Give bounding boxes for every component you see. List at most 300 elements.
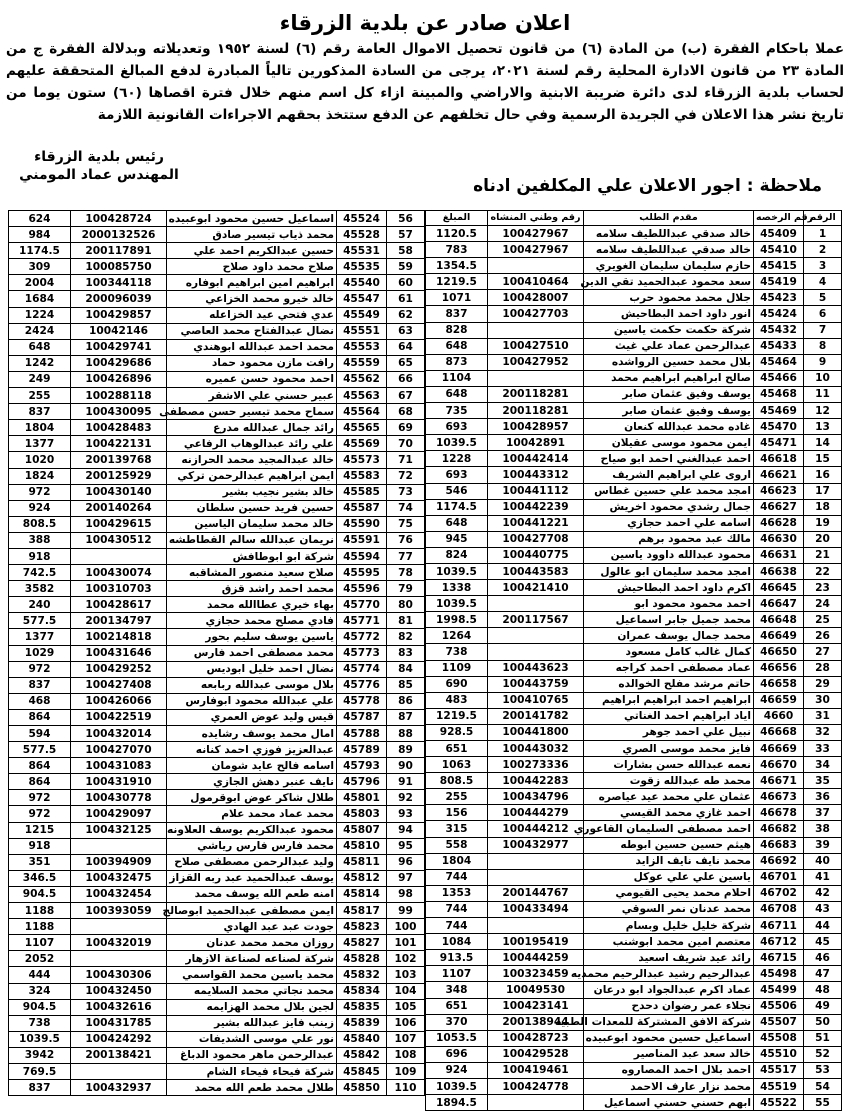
national-id-cell: 100428957 bbox=[488, 419, 584, 435]
table-row bbox=[426, 1095, 842, 1111]
license-cell: 46670 bbox=[754, 757, 804, 773]
national-id-cell: 100427708 bbox=[488, 531, 584, 547]
seq-cell: 63 bbox=[387, 323, 425, 339]
table-row bbox=[426, 483, 842, 499]
seq-cell: 24 bbox=[804, 596, 842, 612]
license-cell: 46708 bbox=[754, 901, 804, 917]
seq-cell: 72 bbox=[387, 468, 425, 484]
seq-cell: 70 bbox=[387, 436, 425, 452]
table-row bbox=[426, 354, 842, 370]
license-cell: 45810 bbox=[337, 838, 387, 854]
amount-cell: 444 bbox=[9, 967, 71, 983]
seq-cell: 69 bbox=[387, 420, 425, 436]
table-row bbox=[9, 983, 425, 999]
seq-cell: 15 bbox=[804, 451, 842, 467]
applicant-cell: محمد عدنان نمر السوقي bbox=[584, 901, 754, 917]
license-cell: 46658 bbox=[754, 676, 804, 692]
seq-cell: 45 bbox=[804, 934, 842, 950]
amount-cell: 651 bbox=[426, 741, 488, 757]
national-id-cell bbox=[71, 838, 167, 854]
seq-cell: 105 bbox=[387, 999, 425, 1015]
national-id-cell: 100428007 bbox=[488, 290, 584, 306]
table-row bbox=[426, 741, 842, 757]
amount-cell: 1219.5 bbox=[426, 274, 488, 290]
applicant-cell: احمد بلال احمد المصاروه bbox=[584, 1062, 754, 1078]
national-id-cell bbox=[488, 258, 584, 274]
national-id-cell: 100432019 bbox=[71, 935, 167, 951]
national-id-cell: 100394909 bbox=[71, 854, 167, 870]
national-id-cell: 100442239 bbox=[488, 499, 584, 515]
amount-cell: 742.5 bbox=[9, 565, 71, 581]
seq-cell: 25 bbox=[804, 612, 842, 628]
national-id-cell bbox=[488, 644, 584, 660]
license-cell: 4660 bbox=[754, 708, 804, 724]
applicant-cell: احلام محمد يحيى القيومي bbox=[584, 885, 754, 901]
applicant-cell: نايف عنبر دهش الجازي bbox=[167, 774, 337, 790]
national-id-cell: 100419461 bbox=[488, 1062, 584, 1078]
table-row bbox=[9, 1063, 425, 1079]
seq-cell: 79 bbox=[387, 581, 425, 597]
table-row bbox=[9, 436, 425, 452]
table-row bbox=[9, 919, 425, 935]
table-row bbox=[426, 628, 842, 644]
license-cell: 45424 bbox=[754, 306, 804, 322]
table-row bbox=[9, 565, 425, 581]
seq-cell: 42 bbox=[804, 885, 842, 901]
license-cell: 45528 bbox=[337, 227, 387, 243]
license-cell: 45433 bbox=[754, 338, 804, 354]
applicant-cell: عبدالرحمن عماد علي غيث bbox=[584, 338, 754, 354]
national-id-cell: 100440775 bbox=[488, 547, 584, 563]
table-row bbox=[9, 404, 425, 420]
seq-cell: 85 bbox=[387, 677, 425, 693]
seq-cell: 3 bbox=[804, 258, 842, 274]
license-cell: 45469 bbox=[754, 403, 804, 419]
table-row bbox=[9, 452, 425, 468]
license-cell: 45832 bbox=[337, 967, 387, 983]
table-row bbox=[426, 998, 842, 1014]
amount-cell: 744 bbox=[426, 901, 488, 917]
seq-cell: 106 bbox=[387, 1015, 425, 1031]
seq-cell: 48 bbox=[804, 982, 842, 998]
national-id-cell: 100443583 bbox=[488, 563, 584, 579]
applicant-cell: بهاء خيري عطاالله محمد bbox=[167, 597, 337, 613]
seq-cell: 107 bbox=[387, 1031, 425, 1047]
applicant-cell: ايمن مصطفى عبدالحميد ابوصالح bbox=[167, 903, 337, 919]
applicant-cell: رافت مازن محمود حماد bbox=[167, 355, 337, 371]
amount-cell: 594 bbox=[9, 726, 71, 742]
national-id-cell: 200096039 bbox=[71, 291, 167, 307]
amount-cell: 1998.5 bbox=[426, 612, 488, 628]
license-cell: 45814 bbox=[337, 886, 387, 902]
amount-cell: 255 bbox=[426, 789, 488, 805]
national-id-cell: 100441221 bbox=[488, 515, 584, 531]
seq-cell: 50 bbox=[804, 1014, 842, 1030]
amount-cell: 918 bbox=[9, 838, 71, 854]
seq-cell: 49 bbox=[804, 998, 842, 1014]
license-cell: 46683 bbox=[754, 837, 804, 853]
amount-cell: 744 bbox=[426, 918, 488, 934]
license-cell: 46638 bbox=[754, 563, 804, 579]
license-cell: 45547 bbox=[337, 291, 387, 307]
table-row bbox=[426, 950, 842, 966]
seq-cell: 22 bbox=[804, 563, 842, 579]
table-row bbox=[9, 339, 425, 355]
license-cell: 45807 bbox=[337, 822, 387, 838]
table-row bbox=[426, 1046, 842, 1062]
license-cell: 45583 bbox=[337, 468, 387, 484]
license-cell: 45811 bbox=[337, 854, 387, 870]
amount-cell: 972 bbox=[9, 484, 71, 500]
amount-cell: 1039.5 bbox=[426, 435, 488, 451]
applicant-cell: صالح ابراهيم ابراهيم محمد bbox=[584, 370, 754, 386]
applicant-cell: يوسف وفيق عثمان صابر bbox=[584, 386, 754, 402]
seq-cell: 29 bbox=[804, 676, 842, 692]
applicant-cell: عبدالرحيم رشيد عبدالرحيم محمديه bbox=[584, 966, 754, 982]
national-id-cell: 100429528 bbox=[488, 1046, 584, 1062]
national-id-cell: 100428724 bbox=[71, 211, 167, 227]
license-cell: 45812 bbox=[337, 870, 387, 886]
national-id-cell: 200138944 bbox=[488, 1014, 584, 1030]
applicant-cell: جمال رشدي محمود اخريش bbox=[584, 499, 754, 515]
license-cell: 45410 bbox=[754, 242, 804, 258]
national-id-cell: 100429252 bbox=[71, 661, 167, 677]
license-cell: 45803 bbox=[337, 806, 387, 822]
applicant-cell: صلاح محمد داود صلاح bbox=[167, 259, 337, 275]
license-cell: 45551 bbox=[337, 323, 387, 339]
table-row bbox=[9, 870, 425, 886]
table-row bbox=[426, 966, 842, 982]
national-id-cell: 100432977 bbox=[488, 837, 584, 853]
national-id-cell: 100432125 bbox=[71, 822, 167, 838]
table-row bbox=[9, 1031, 425, 1047]
seq-cell: 64 bbox=[387, 339, 425, 355]
national-id-cell: 100430778 bbox=[71, 790, 167, 806]
license-cell: 45464 bbox=[754, 354, 804, 370]
seq-cell: 36 bbox=[804, 789, 842, 805]
table-row bbox=[426, 242, 842, 258]
applicant-cell: نضال عبدالفتاح محمد العاصي bbox=[167, 323, 337, 339]
seq-cell: 84 bbox=[387, 661, 425, 677]
amount-cell: 1354.5 bbox=[426, 258, 488, 274]
seq-cell: 7 bbox=[804, 322, 842, 338]
applicant-cell: شركة فيحاء فيحاء الشام bbox=[167, 1063, 337, 1079]
table-row bbox=[9, 500, 425, 516]
applicant-cell: طلال محمد طعم الله محمد bbox=[167, 1080, 337, 1096]
signature-title: رئيس بلدية الزرقاء bbox=[34, 149, 164, 165]
license-cell: 45471 bbox=[754, 435, 804, 451]
table-row bbox=[426, 934, 842, 950]
applicant-cell: زينب فايز عبدالله بشير bbox=[167, 1015, 337, 1031]
amount-cell: 1377 bbox=[9, 436, 71, 452]
amount-cell: 783 bbox=[426, 242, 488, 258]
seq-cell: 12 bbox=[804, 403, 842, 419]
applicant-cell: محمود عبدالكريم يوسف العلاونه bbox=[167, 822, 337, 838]
national-id-cell: 200118281 bbox=[488, 386, 584, 402]
seq-cell: 92 bbox=[387, 790, 425, 806]
table-row bbox=[9, 581, 425, 597]
license-cell: 46650 bbox=[754, 644, 804, 660]
seq-cell: 60 bbox=[387, 275, 425, 291]
amount-cell: 972 bbox=[9, 806, 71, 822]
applicant-cell: شركة ابو ابوطافش bbox=[167, 548, 337, 564]
amount-cell: 690 bbox=[426, 676, 488, 692]
amount-cell: 693 bbox=[426, 419, 488, 435]
applicant-cell: احمد مصطفى السليمان القاعوري bbox=[584, 821, 754, 837]
seq-cell: 35 bbox=[804, 773, 842, 789]
amount-cell: 837 bbox=[426, 306, 488, 322]
applicant-cell: محمد احمد عبدالله ابوهندي bbox=[167, 339, 337, 355]
seq-cell: 46 bbox=[804, 950, 842, 966]
national-id-cell: 100442414 bbox=[488, 451, 584, 467]
seq-cell: 11 bbox=[804, 386, 842, 402]
seq-cell: 33 bbox=[804, 741, 842, 757]
seq-cell: 57 bbox=[387, 227, 425, 243]
seq-cell: 89 bbox=[387, 742, 425, 758]
license-cell: 45508 bbox=[754, 1030, 804, 1046]
seq-cell: 87 bbox=[387, 709, 425, 725]
national-id-cell: 100422131 bbox=[71, 436, 167, 452]
applicant-cell: خالد صدقي عبداللطيف سلامه bbox=[584, 242, 754, 258]
table-row bbox=[9, 886, 425, 902]
national-id-cell: 100422519 bbox=[71, 709, 167, 725]
national-id-cell bbox=[488, 853, 584, 869]
amount-cell: 828 bbox=[426, 322, 488, 338]
national-id-cell bbox=[71, 951, 167, 967]
header-seq: الرقم bbox=[804, 211, 842, 226]
seq-cell: 52 bbox=[804, 1046, 842, 1062]
national-id-cell: 100429857 bbox=[71, 307, 167, 323]
applicant-cell: محمد طه عبدالله زقوت bbox=[584, 773, 754, 789]
seq-cell: 67 bbox=[387, 388, 425, 404]
table-row bbox=[9, 548, 425, 564]
amount-cell: 693 bbox=[426, 467, 488, 483]
amount-cell: 370 bbox=[426, 1014, 488, 1030]
applicant-cell: محمود عبدالله داوود ياسين bbox=[584, 547, 754, 563]
amount-cell: 904.5 bbox=[9, 886, 71, 902]
national-id-cell: 10042891 bbox=[488, 435, 584, 451]
national-id-cell: 10042146 bbox=[71, 323, 167, 339]
seq-cell: 38 bbox=[804, 821, 842, 837]
applicant-cell: امجد محمد سليمان ابو عالول bbox=[584, 563, 754, 579]
national-id-cell: 100273336 bbox=[488, 757, 584, 773]
seq-cell: 97 bbox=[387, 870, 425, 886]
applicant-cell: محمد نجاتي محمد السلايمه bbox=[167, 983, 337, 999]
national-id-cell: 100427070 bbox=[71, 742, 167, 758]
applicant-cell: طلال شاكر عوض ابوقرمول bbox=[167, 790, 337, 806]
amount-cell: 648 bbox=[426, 338, 488, 354]
license-cell: 45788 bbox=[337, 726, 387, 742]
license-cell: 45522 bbox=[754, 1095, 804, 1111]
applicant-cell: احمد محمود محمود ابو bbox=[584, 596, 754, 612]
license-cell: 46659 bbox=[754, 692, 804, 708]
taxpayer-table-right bbox=[425, 210, 842, 1111]
table-row bbox=[9, 243, 425, 259]
table-row bbox=[426, 901, 842, 917]
license-cell: 45569 bbox=[337, 436, 387, 452]
license-cell: 45535 bbox=[337, 259, 387, 275]
seq-cell: 9 bbox=[804, 354, 842, 370]
table-row bbox=[426, 258, 842, 274]
applicant-cell: اسامه فالح عايد شومان bbox=[167, 758, 337, 774]
amount-cell: 738 bbox=[426, 644, 488, 660]
table-row bbox=[426, 676, 842, 692]
applicant-cell: فايز محمد موسى الصري bbox=[584, 741, 754, 757]
amount-cell: 1071 bbox=[426, 290, 488, 306]
seq-cell: 86 bbox=[387, 693, 425, 709]
amount-cell: 309 bbox=[9, 259, 71, 275]
amount-cell: 1039.5 bbox=[426, 1078, 488, 1094]
applicant-cell: محمد جمال يوسف عمران bbox=[584, 628, 754, 644]
table-row bbox=[426, 853, 842, 869]
table-row bbox=[9, 211, 425, 227]
license-cell: 46647 bbox=[754, 596, 804, 612]
seq-cell: 23 bbox=[804, 580, 842, 596]
amount-cell: 1063 bbox=[426, 757, 488, 773]
license-cell: 45845 bbox=[337, 1063, 387, 1079]
table-row bbox=[9, 484, 425, 500]
seq-cell: 101 bbox=[387, 935, 425, 951]
applicant-cell: ياسين علي علي عوكل bbox=[584, 869, 754, 885]
table-row bbox=[426, 660, 842, 676]
seq-cell: 90 bbox=[387, 758, 425, 774]
national-id-cell: 10049530 bbox=[488, 982, 584, 998]
seq-cell: 17 bbox=[804, 483, 842, 499]
seq-cell: 99 bbox=[387, 903, 425, 919]
license-cell: 46678 bbox=[754, 805, 804, 821]
amount-cell: 1084 bbox=[426, 934, 488, 950]
national-id-cell: 100432475 bbox=[71, 870, 167, 886]
seq-cell: 56 bbox=[387, 211, 425, 227]
table-row bbox=[426, 290, 842, 306]
applicant-cell: فادي مصلح محمد حجازي bbox=[167, 613, 337, 629]
license-cell: 46701 bbox=[754, 869, 804, 885]
license-cell: 46627 bbox=[754, 499, 804, 515]
table-row bbox=[9, 227, 425, 243]
amount-cell: 769.5 bbox=[9, 1063, 71, 1079]
license-cell: 45827 bbox=[337, 935, 387, 951]
header-license: رقم الرخصه bbox=[754, 211, 804, 226]
seq-cell: 83 bbox=[387, 645, 425, 661]
applicant-cell: مالك عبد محمود برهم bbox=[584, 531, 754, 547]
amount-cell: 824 bbox=[426, 547, 488, 563]
national-id-cell: 100427510 bbox=[488, 338, 584, 354]
national-id-cell: 100428723 bbox=[488, 1030, 584, 1046]
license-cell: 45524 bbox=[337, 211, 387, 227]
amount-cell: 808.5 bbox=[426, 773, 488, 789]
taxpayer-tables bbox=[6, 210, 844, 1109]
national-id-cell: 100410765 bbox=[488, 692, 584, 708]
applicant-cell: نجلاء عمر رضوان دحدح bbox=[584, 998, 754, 1014]
national-id-cell: 200141782 bbox=[488, 708, 584, 724]
table-row bbox=[426, 580, 842, 596]
amount-cell: 837 bbox=[9, 677, 71, 693]
table-row bbox=[9, 516, 425, 532]
national-id-cell: 100444259 bbox=[488, 950, 584, 966]
amount-cell: 577.5 bbox=[9, 742, 71, 758]
applicant-cell: حسين فريد حسين سلطان bbox=[167, 500, 337, 516]
header-row bbox=[426, 211, 842, 226]
seq-cell: 34 bbox=[804, 757, 842, 773]
amount-cell: 648 bbox=[426, 515, 488, 531]
license-cell: 45776 bbox=[337, 677, 387, 693]
national-id-cell: 100393059 bbox=[71, 903, 167, 919]
table-row bbox=[9, 661, 425, 677]
seq-cell: 51 bbox=[804, 1030, 842, 1046]
amount-cell: 240 bbox=[9, 597, 71, 613]
national-id-cell: 2000132526 bbox=[71, 227, 167, 243]
applicant-cell: خالد محمد سليمان الياسين bbox=[167, 516, 337, 532]
license-cell: 45499 bbox=[754, 982, 804, 998]
table-row bbox=[426, 403, 842, 419]
national-id-cell: 100427967 bbox=[488, 242, 584, 258]
table-row bbox=[9, 790, 425, 806]
applicant-cell: يوسف وفيق عثمان صابر bbox=[584, 403, 754, 419]
national-id-cell: 100430095 bbox=[71, 404, 167, 420]
table-row bbox=[9, 275, 425, 291]
table-row bbox=[426, 435, 842, 451]
applicant-cell: صلاح سعيد منصور المشاقبه bbox=[167, 565, 337, 581]
license-cell: 45596 bbox=[337, 581, 387, 597]
applicant-cell: حاتم مرشد مفلح الخوالده bbox=[584, 676, 754, 692]
seq-cell: 19 bbox=[804, 515, 842, 531]
applicant-cell: جودت عبد عبد الهادي bbox=[167, 919, 337, 935]
amount-cell: 1104 bbox=[426, 370, 488, 386]
table-row bbox=[9, 999, 425, 1015]
national-id-cell: 200138421 bbox=[71, 1047, 167, 1063]
seq-cell: 20 bbox=[804, 531, 842, 547]
applicant-cell: احمد محمود حسن عميره bbox=[167, 371, 337, 387]
license-cell: 46671 bbox=[754, 773, 804, 789]
table-row bbox=[426, 837, 842, 853]
table-row bbox=[9, 371, 425, 387]
seq-cell: 58 bbox=[387, 243, 425, 259]
applicant-cell: علي رائد عبدالوهاب الرفاعي bbox=[167, 436, 337, 452]
amount-cell: 735 bbox=[426, 403, 488, 419]
seq-cell: 21 bbox=[804, 547, 842, 563]
applicant-cell: انور داود احمد البطاحيش bbox=[584, 306, 754, 322]
license-cell: 45770 bbox=[337, 597, 387, 613]
amount-cell: 156 bbox=[426, 805, 488, 821]
table-row bbox=[9, 838, 425, 854]
applicant-cell: نضال احمد خليل ابوديس bbox=[167, 661, 337, 677]
national-id-cell: 100443032 bbox=[488, 741, 584, 757]
license-cell: 45519 bbox=[754, 1078, 804, 1094]
seq-cell: 100 bbox=[387, 919, 425, 935]
applicant-cell: محمد مصطفى احمد فارس bbox=[167, 645, 337, 661]
amount-cell: 346.5 bbox=[9, 870, 71, 886]
national-id-cell: 100432937 bbox=[71, 1080, 167, 1096]
table-row bbox=[9, 629, 425, 645]
license-cell: 45823 bbox=[337, 919, 387, 935]
applicant-cell: حسين عبدالكريم احمد علي bbox=[167, 243, 337, 259]
applicant-cell: عبير حسني علي الاشقر bbox=[167, 388, 337, 404]
license-cell: 46631 bbox=[754, 547, 804, 563]
license-cell: 46630 bbox=[754, 531, 804, 547]
table-row bbox=[426, 274, 842, 290]
amount-cell: 1188 bbox=[9, 919, 71, 935]
national-id-cell: 100429686 bbox=[71, 355, 167, 371]
applicant-cell: خالد سعد عبد المناصير bbox=[584, 1046, 754, 1062]
table-row bbox=[9, 355, 425, 371]
license-cell: 45594 bbox=[337, 548, 387, 564]
amount-cell: 1219.5 bbox=[426, 708, 488, 724]
applicant-cell: عثمان علي محمد عيد عياصره bbox=[584, 789, 754, 805]
national-id-cell: 100442283 bbox=[488, 773, 584, 789]
seq-cell: 26 bbox=[804, 628, 842, 644]
license-cell: 46628 bbox=[754, 515, 804, 531]
applicant-cell: اسامه علي احمد حجازي bbox=[584, 515, 754, 531]
